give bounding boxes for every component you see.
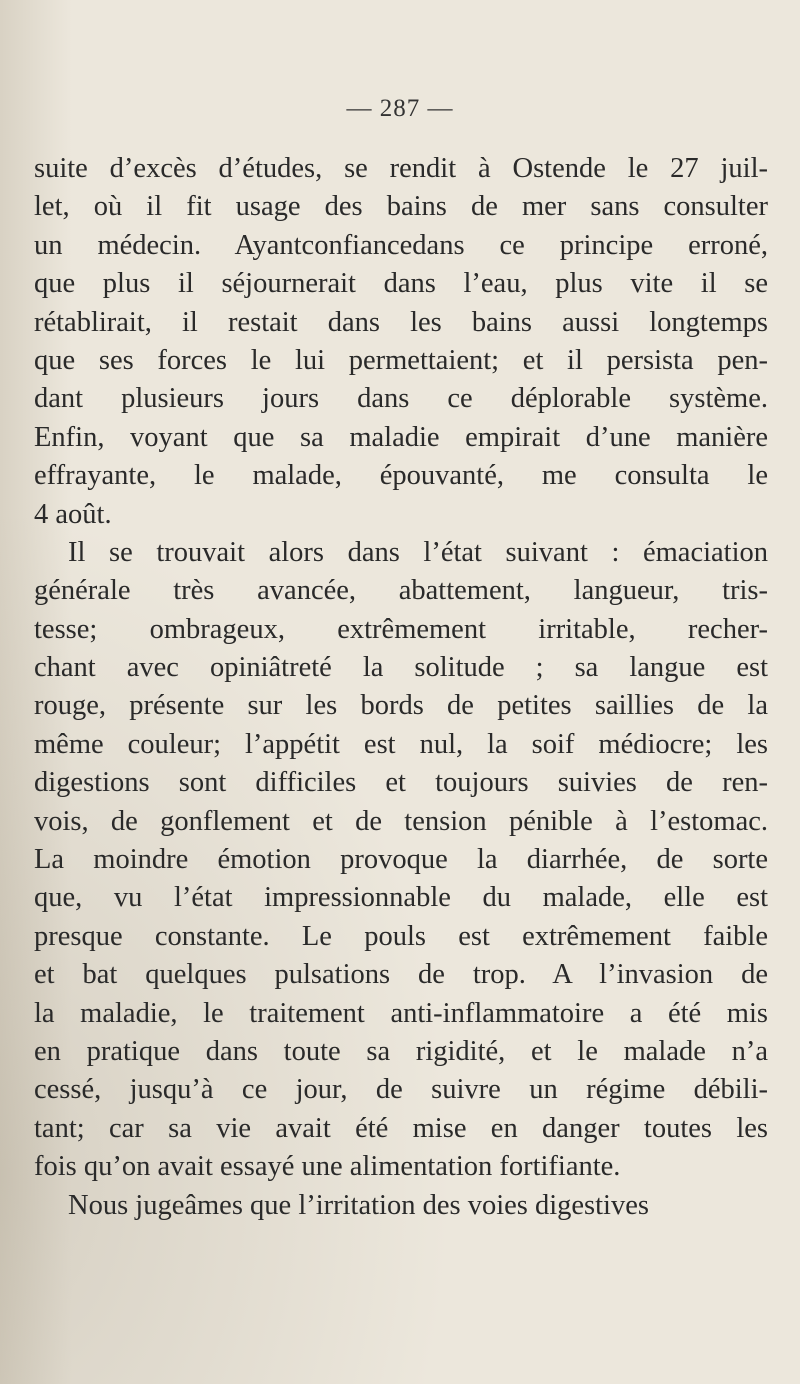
text-line: rouge, présente sur les bords de petites saillies de la (34, 690, 768, 722)
text-line: même couleur; l’appétit est nul, la soif médiocre; les (34, 728, 768, 760)
text-line: let, où il fit usage des bains de mer sans consulter (34, 191, 768, 223)
text-line: tesse; ombrageux, extrêmement irritable, recher- (34, 613, 768, 645)
text-line: La moindre émotion provoque la diarrhée, de sorte (34, 844, 768, 876)
text-line: Il se trouvait alors dans l’état suivant : émaciation (68, 536, 768, 568)
text-line: fois qu’on avait essayé une alimentation fortifiante. (34, 1151, 621, 1183)
text-line: Nous jugeâmes que l’irritation des voies digestives (68, 1189, 649, 1221)
body-text (34, 150, 768, 1225)
text-line: générale très avancée, abattement, langueur, tris- (34, 575, 768, 607)
text-line: que plus il séjournerait dans l’eau, plus vite il se (34, 268, 768, 300)
text-line: un médecin. Ayantconfiancedans ce principe erroné, (34, 229, 768, 261)
text-line: la maladie, le traitement anti-inflammatoire a été mis (34, 997, 768, 1029)
text-line: 4 août. (34, 498, 112, 530)
text-line: tant; car sa vie avait été mise en danger toutes les (34, 1112, 768, 1144)
text-line: dant plusieurs jours dans ce déplorable système. (34, 383, 768, 415)
text-line: presque constante. Le pouls est extrêmement faible (34, 920, 768, 952)
page-number: — 287 — (346, 95, 454, 122)
text-line: que ses forces le lui permettaient; et il persista pen- (34, 344, 768, 376)
text-line: digestions sont difficiles et toujours suivies de ren- (34, 767, 768, 799)
text-line: que, vu l’état impressionnable du malade, elle est (34, 882, 768, 914)
text-line: Enfin, voyant que sa maladie empirait d’une manière (34, 421, 768, 453)
text-line: rétablirait, il restait dans les bains aussi longtemps (34, 306, 768, 338)
text-line: chant avec opiniâtreté la solitude ; sa langue est (34, 652, 768, 684)
text-line: suite d’excès d’études, se rendit à Ostende le 27 juil- (34, 153, 768, 184)
text-line: et bat quelques pulsations de trop. A l’invasion de (34, 959, 768, 991)
text-line: effrayante, le malade, épouvanté, me consulta le (34, 460, 768, 492)
text-line: vois, de gonflement et de tension pénible à l’estomac. (34, 805, 768, 837)
text-line: cessé, jusqu’à ce jour, de suivre un régime débili- (34, 1074, 768, 1106)
text-line: en pratique dans toute sa rigidité, et le malade n’a (34, 1035, 768, 1067)
